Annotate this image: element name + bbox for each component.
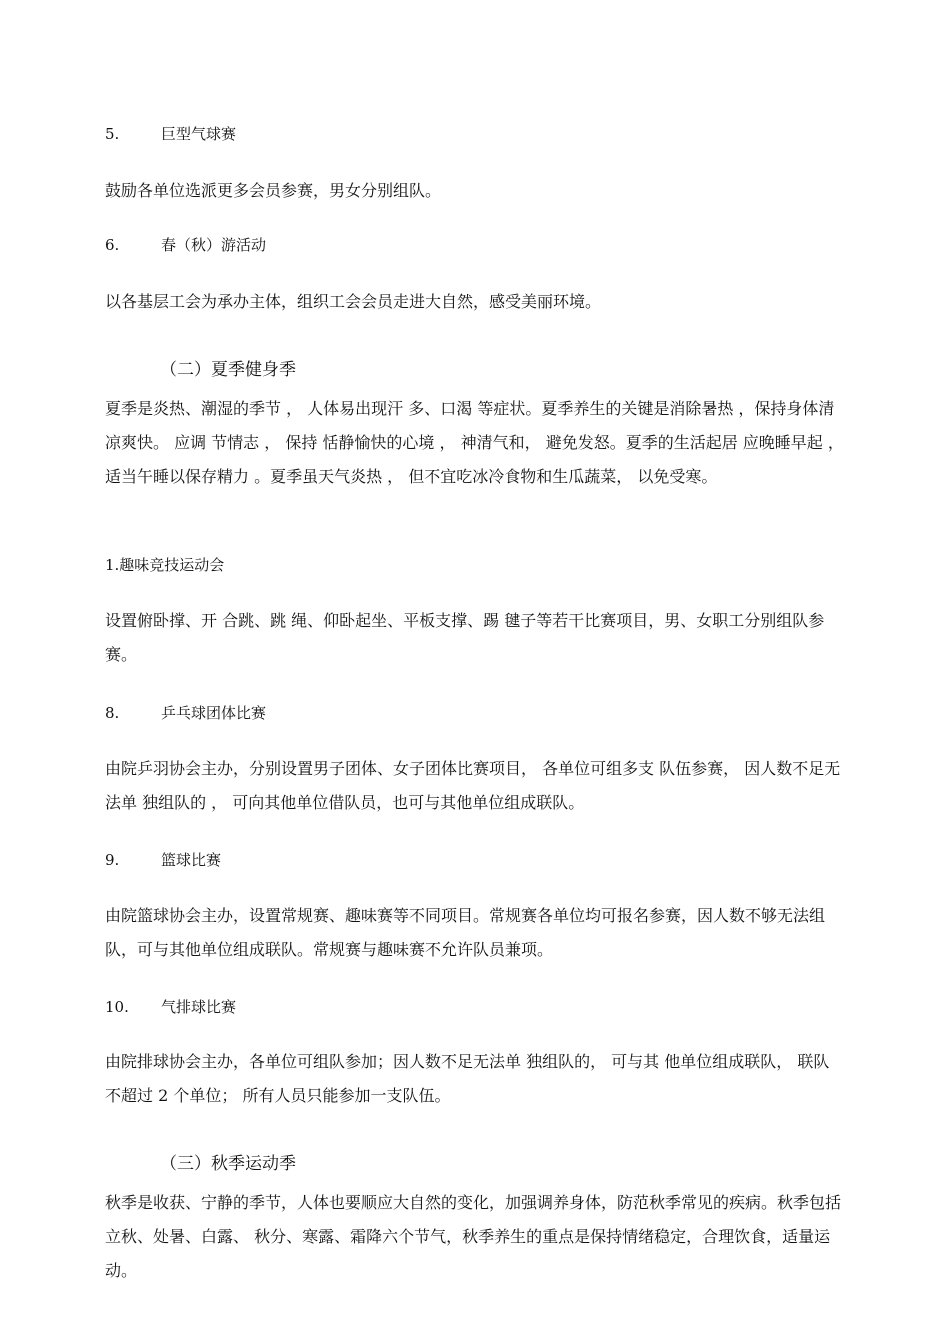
item-number: 10. — [105, 998, 129, 1016]
item-6-heading — [105, 234, 845, 256]
item-title: 篮球比赛 — [161, 851, 222, 869]
item-5-heading — [105, 123, 845, 145]
item-number: 6. — [105, 236, 120, 254]
item-number: 8. — [105, 704, 120, 722]
section-heading-autumn: （三）秋季运动季 — [160, 1154, 296, 1174]
item-number: 9. — [105, 851, 120, 869]
item-9-description: 由院篮球协会主办，设置常规赛、趣味赛等不同项目。常规赛各单位均可报名参赛，因人数不够无法组队，可与其他单位组成联队。常规赛与趣味赛不允许队员兼项。 — [105, 906, 826, 959]
item-10-heading — [105, 996, 845, 1018]
item-8-description: 由院乒羽协会主办，分别设置男子团体、女子团体比赛项目， 各单位可组多支 队伍参赛， 因人数不足无法单 独组队的 ， 可向其他单位借队员，也可与其他单位组成联队。 — [105, 759, 841, 812]
item-10-description: 由院排球协会主办，各单位可组队参加；因人数不足无法单 独组队的， 可与其 他单位组成联队， 联队不超过 2 个单位； 所有人员只能参加一支队伍。 — [105, 1052, 830, 1105]
item-5-description: 鼓励各单位选派更多会员参赛，男女分别组队。 — [105, 181, 442, 200]
item-7-heading: 1.趣味竞技运动会 — [105, 556, 225, 574]
summer-intro-paragraph: 夏季是炎热、潮湿的季节 ， 人体易出现汗 多、口渴 等症状。夏季养生的关键是消除暑热 ，保持身体清凉爽快。 应调 节情志 ， 保持 恬静愉快的心境 ， 神清气和， 避免发怒。夏季的生活起居 应晚睡早起 ， 适当午睡以保存精力 。夏季虽天气炎热 ， 但不宜吃冰冷食物和生瓜蔬菜， 以免受寒。 — [105, 399, 844, 486]
item-number: 5. — [105, 125, 120, 143]
item-title: 巨型气球赛 — [161, 125, 237, 143]
autumn-intro-paragraph: 秋季是收获、宁静的季节，人体也要顺应大自然的变化，加强调养身体，防范秋季常见的疾病。秋季包括立秋、处暑、白露、 秋分、寒露、霜降六个节气，秋季养生的重点是保持情绪稳定，合理饮食，适量运动。 — [105, 1193, 842, 1280]
item-6-description: 以各基层工会为承办主体，组织工会会员走进大自然，感受美丽环境。 — [105, 292, 602, 311]
item-9-heading — [105, 849, 845, 871]
item-title: 气排球比赛 — [161, 998, 237, 1016]
item-title: 春（秋）游活动 — [161, 236, 267, 254]
item-8-heading — [105, 702, 845, 724]
item-7-description: 设置俯卧撑、开 合跳、跳 绳、仰卧起坐、平板支撑、踢 毽子等若干比赛项目，男、女职工分别组队参赛。 — [105, 611, 825, 664]
item-title: 乒乓球团体比赛 — [161, 704, 267, 722]
section-heading-summer: （二）夏季健身季 — [160, 360, 296, 380]
